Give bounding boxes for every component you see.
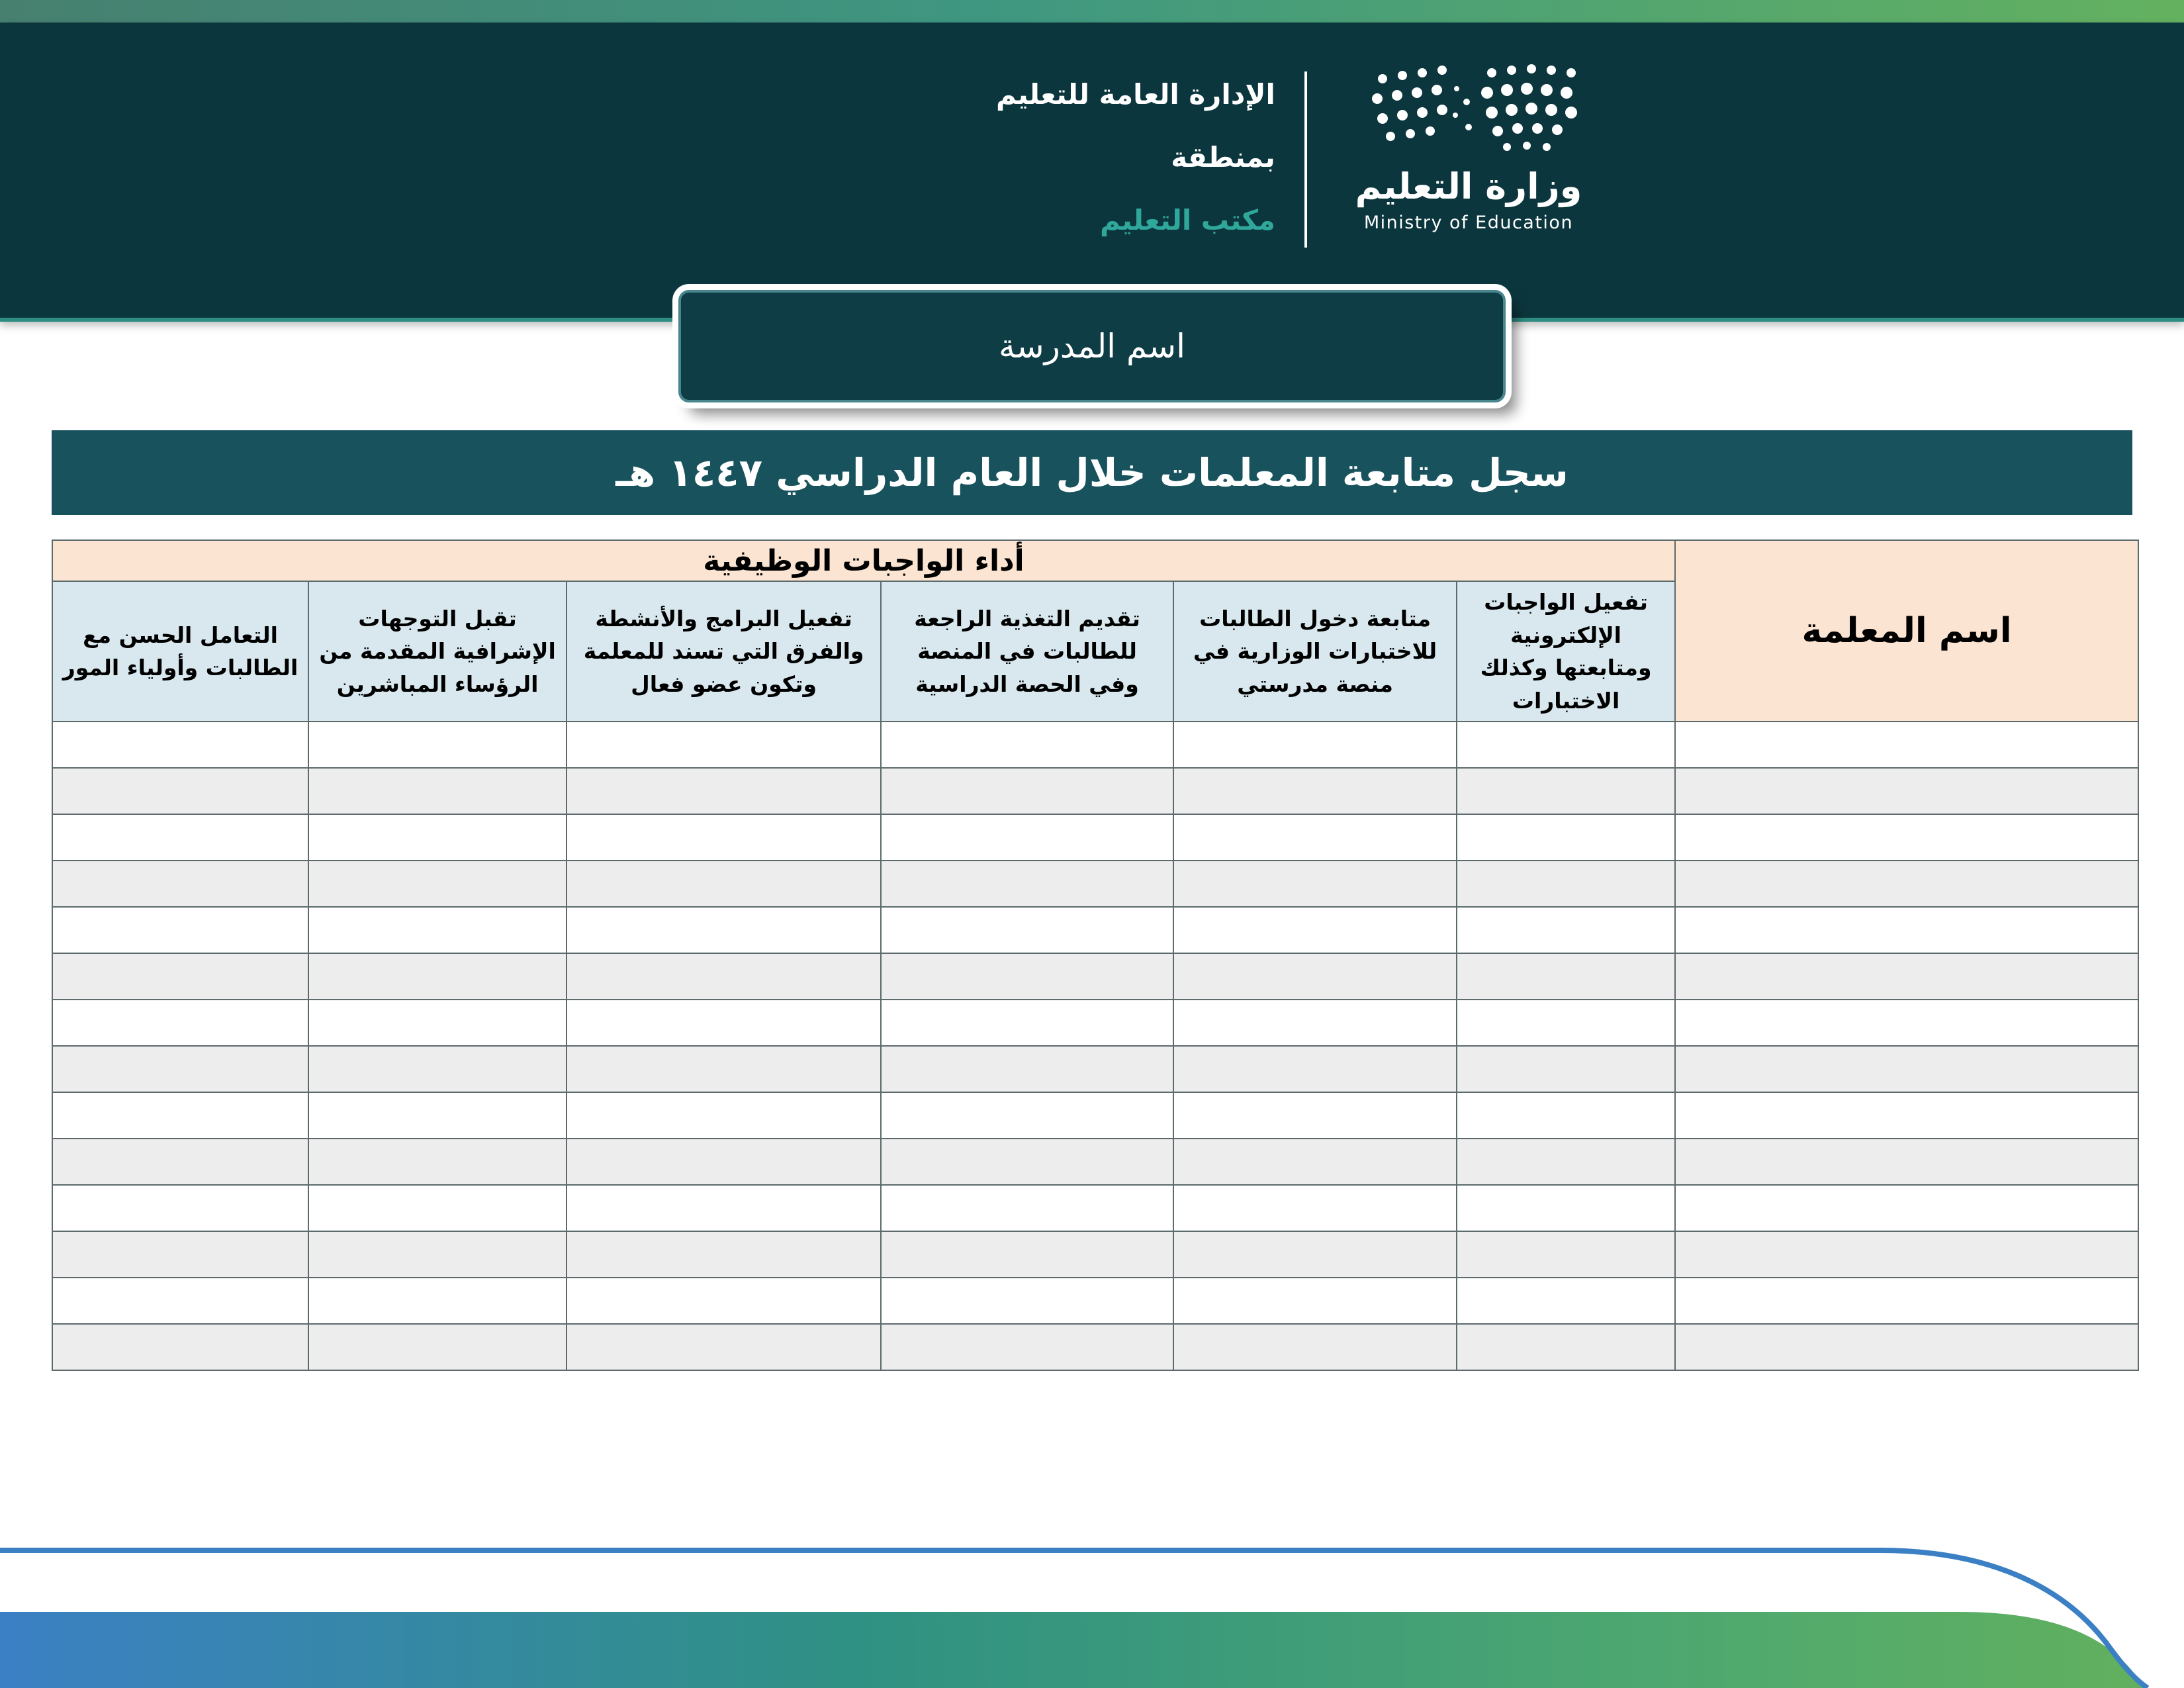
- org-text-block: [996, 62, 1275, 236]
- criteria-cell: [52, 814, 308, 861]
- org-line-general-administration: الإدارة العامة للتعليم: [996, 78, 1275, 111]
- column-header-good-treatment: التعامل الحسن مع الطالبات وأولياء المور: [52, 581, 308, 722]
- criteria-cell: [308, 1092, 567, 1139]
- criteria-cell: [308, 907, 567, 953]
- criteria-cell: [52, 1000, 308, 1046]
- table-body: [52, 722, 2138, 1370]
- criteria-cell: [567, 814, 881, 861]
- criteria-cell: [881, 953, 1173, 1000]
- teacher-name-cell: [1675, 1231, 2138, 1278]
- criteria-cell: [1457, 953, 1675, 1000]
- criteria-cell: [881, 722, 1173, 768]
- criteria-cell: [1457, 1139, 1675, 1185]
- criteria-cell: [308, 814, 567, 861]
- criteria-cell: [881, 1139, 1173, 1185]
- criteria-cell: [567, 1185, 881, 1231]
- table-row: [52, 814, 2138, 861]
- criteria-cell: [567, 1139, 881, 1185]
- criteria-cell: [1173, 1139, 1457, 1185]
- criteria-cell: [308, 861, 567, 907]
- table-row: [52, 1092, 2138, 1139]
- teacher-name-cell: [1675, 1185, 2138, 1231]
- school-name-label: اسم المدرسة: [998, 327, 1186, 365]
- criteria-cell: [308, 1231, 567, 1278]
- criteria-cell: [308, 1324, 567, 1370]
- column-header-ministerial-tests: متابعة دخول الطالبات للاختبارات الوزارية في منصة مدرستي: [1173, 581, 1457, 722]
- table-row: [52, 861, 2138, 907]
- criteria-cell: [308, 953, 567, 1000]
- teacher-name-cell: [1675, 861, 2138, 907]
- criteria-cell: [308, 722, 567, 768]
- criteria-cell: [881, 1000, 1173, 1046]
- criteria-cell: [52, 1231, 308, 1278]
- top-gradient-bar: [0, 0, 2184, 23]
- criteria-cell: [881, 861, 1173, 907]
- criteria-cell: [308, 1046, 567, 1092]
- column-header-feedback: تقديم التغذية الراجعة للطالبات في المنصة وفي الحصة الدراسية: [881, 581, 1173, 722]
- criteria-cell: [1457, 768, 1675, 814]
- criteria-cell: [1457, 861, 1675, 907]
- criteria-cell: [52, 1185, 308, 1231]
- column-header-programs-activities: تفعيل البرامج والأنشطة والفرق التي تسند للمعلمة وتكون عضو فعال: [567, 581, 881, 722]
- criteria-cell: [1457, 1092, 1675, 1139]
- criteria-cell: [1457, 1046, 1675, 1092]
- criteria-cell: [1457, 1278, 1675, 1324]
- criteria-cell: [881, 814, 1173, 861]
- criteria-cell: [1173, 907, 1457, 953]
- table-row: [52, 722, 2138, 768]
- table-row: [52, 768, 2138, 814]
- criteria-cell: [567, 1231, 881, 1278]
- criteria-cell: [881, 768, 1173, 814]
- criteria-cell: [52, 953, 308, 1000]
- criteria-cell: [308, 1185, 567, 1231]
- criteria-cell: [52, 768, 308, 814]
- table-row: [52, 907, 2138, 953]
- criteria-cell: [567, 1046, 881, 1092]
- teacher-name-cell: [1675, 1278, 2138, 1324]
- criteria-cell: [881, 1092, 1173, 1139]
- table-row: [52, 953, 2138, 1000]
- criteria-cell: [1457, 814, 1675, 861]
- criteria-cell: [1173, 953, 1457, 1000]
- teacher-name-cell: [1675, 768, 2138, 814]
- criteria-cell: [1457, 1231, 1675, 1278]
- header-band: [0, 23, 2184, 322]
- criteria-cell: [1457, 1324, 1675, 1370]
- criteria-cell: [881, 1046, 1173, 1092]
- teachers-follow-up-table: [52, 539, 2139, 1371]
- group-header-job-duties: أداء الواجبات الوظيفية: [52, 540, 1675, 581]
- criteria-cell: [881, 907, 1173, 953]
- org-line-region: بمنطقة: [1171, 141, 1275, 173]
- teacher-name-cell: [1675, 814, 2138, 861]
- table-container: [52, 539, 2132, 1371]
- page-title-banner: سجل متابعة المعلمات خلال العام الدراسي ١٤٤٧ هـ: [52, 430, 2132, 515]
- column-header-electronic-homework: تفعيل الواجبات الإلكترونية ومتابعتها وكذلك الاختبارات: [1457, 581, 1675, 722]
- criteria-cell: [567, 861, 881, 907]
- criteria-cell: [567, 1278, 881, 1324]
- criteria-cell: [881, 1185, 1173, 1231]
- criteria-cell: [1173, 1000, 1457, 1046]
- criteria-cell: [52, 1324, 308, 1370]
- teacher-name-cell: [1675, 953, 2138, 1000]
- teacher-name-cell: [1675, 1046, 2138, 1092]
- column-header-supervisory-directions: تقبل التوجهات الإشرافية المقدمة من الرؤساء المباشرين: [308, 581, 567, 722]
- criteria-cell: [1457, 1185, 1675, 1231]
- criteria-cell: [1457, 722, 1675, 768]
- criteria-cell: [881, 1324, 1173, 1370]
- table-row: [52, 1278, 2138, 1324]
- criteria-cell: [52, 1278, 308, 1324]
- teacher-name-cell: [1675, 1000, 2138, 1046]
- school-name-box: [678, 290, 1506, 402]
- criteria-cell: [1173, 722, 1457, 768]
- ministry-logo: [1336, 62, 1601, 233]
- criteria-cell: [52, 907, 308, 953]
- logo-divider-line: [1304, 71, 1307, 248]
- bottom-gradient-band: [0, 1612, 2144, 1688]
- table-header-row-1: [52, 540, 2138, 581]
- criteria-cell: [1457, 1000, 1675, 1046]
- criteria-cell: [1173, 861, 1457, 907]
- criteria-cell: [567, 768, 881, 814]
- table-row: [52, 1046, 2138, 1092]
- teacher-name-cell: [1675, 722, 2138, 768]
- criteria-cell: [308, 1139, 567, 1185]
- teacher-name-cell: [1675, 1324, 2138, 1370]
- table-row: [52, 1139, 2138, 1185]
- org-line-education-office: مكتب التعليم: [1100, 204, 1275, 236]
- table-row: [52, 1000, 2138, 1046]
- criteria-cell: [567, 1092, 881, 1139]
- criteria-cell: [881, 1231, 1173, 1278]
- criteria-cell: [308, 1278, 567, 1324]
- teacher-name-cell: [1675, 907, 2138, 953]
- criteria-cell: [308, 768, 567, 814]
- criteria-cell: [1173, 1092, 1457, 1139]
- teacher-name-cell: [1675, 1092, 2138, 1139]
- criteria-cell: [567, 953, 881, 1000]
- column-header-teacher-name: اسم المعلمة: [1675, 540, 2138, 722]
- table-row: [52, 1324, 2138, 1370]
- criteria-cell: [52, 1046, 308, 1092]
- ministry-logo-english-wordmark: Ministry of Education: [1363, 212, 1574, 233]
- ministry-logo-arabic-wordmark: وزارة التعليم: [1355, 165, 1582, 207]
- criteria-cell: [1173, 814, 1457, 861]
- criteria-cell: [1173, 768, 1457, 814]
- criteria-cell: [1173, 1046, 1457, 1092]
- teacher-name-cell: [1675, 1139, 2138, 1185]
- criteria-cell: [1173, 1324, 1457, 1370]
- criteria-cell: [308, 1000, 567, 1046]
- table-row: [52, 1185, 2138, 1231]
- criteria-cell: [52, 1139, 308, 1185]
- criteria-cell: [1457, 907, 1675, 953]
- criteria-cell: [1173, 1278, 1457, 1324]
- ministry-logo-dots-icon: [1349, 62, 1588, 160]
- criteria-cell: [1173, 1185, 1457, 1231]
- criteria-cell: [567, 907, 881, 953]
- criteria-cell: [1173, 1231, 1457, 1278]
- criteria-cell: [881, 1278, 1173, 1324]
- criteria-cell: [52, 722, 308, 768]
- criteria-cell: [52, 861, 308, 907]
- header-group: [996, 62, 1601, 248]
- criteria-cell: [567, 1324, 881, 1370]
- bottom-decoration: [0, 1476, 2184, 1688]
- criteria-cell: [567, 1000, 881, 1046]
- table-row: [52, 1231, 2138, 1278]
- criteria-cell: [567, 722, 881, 768]
- criteria-cell: [52, 1092, 308, 1139]
